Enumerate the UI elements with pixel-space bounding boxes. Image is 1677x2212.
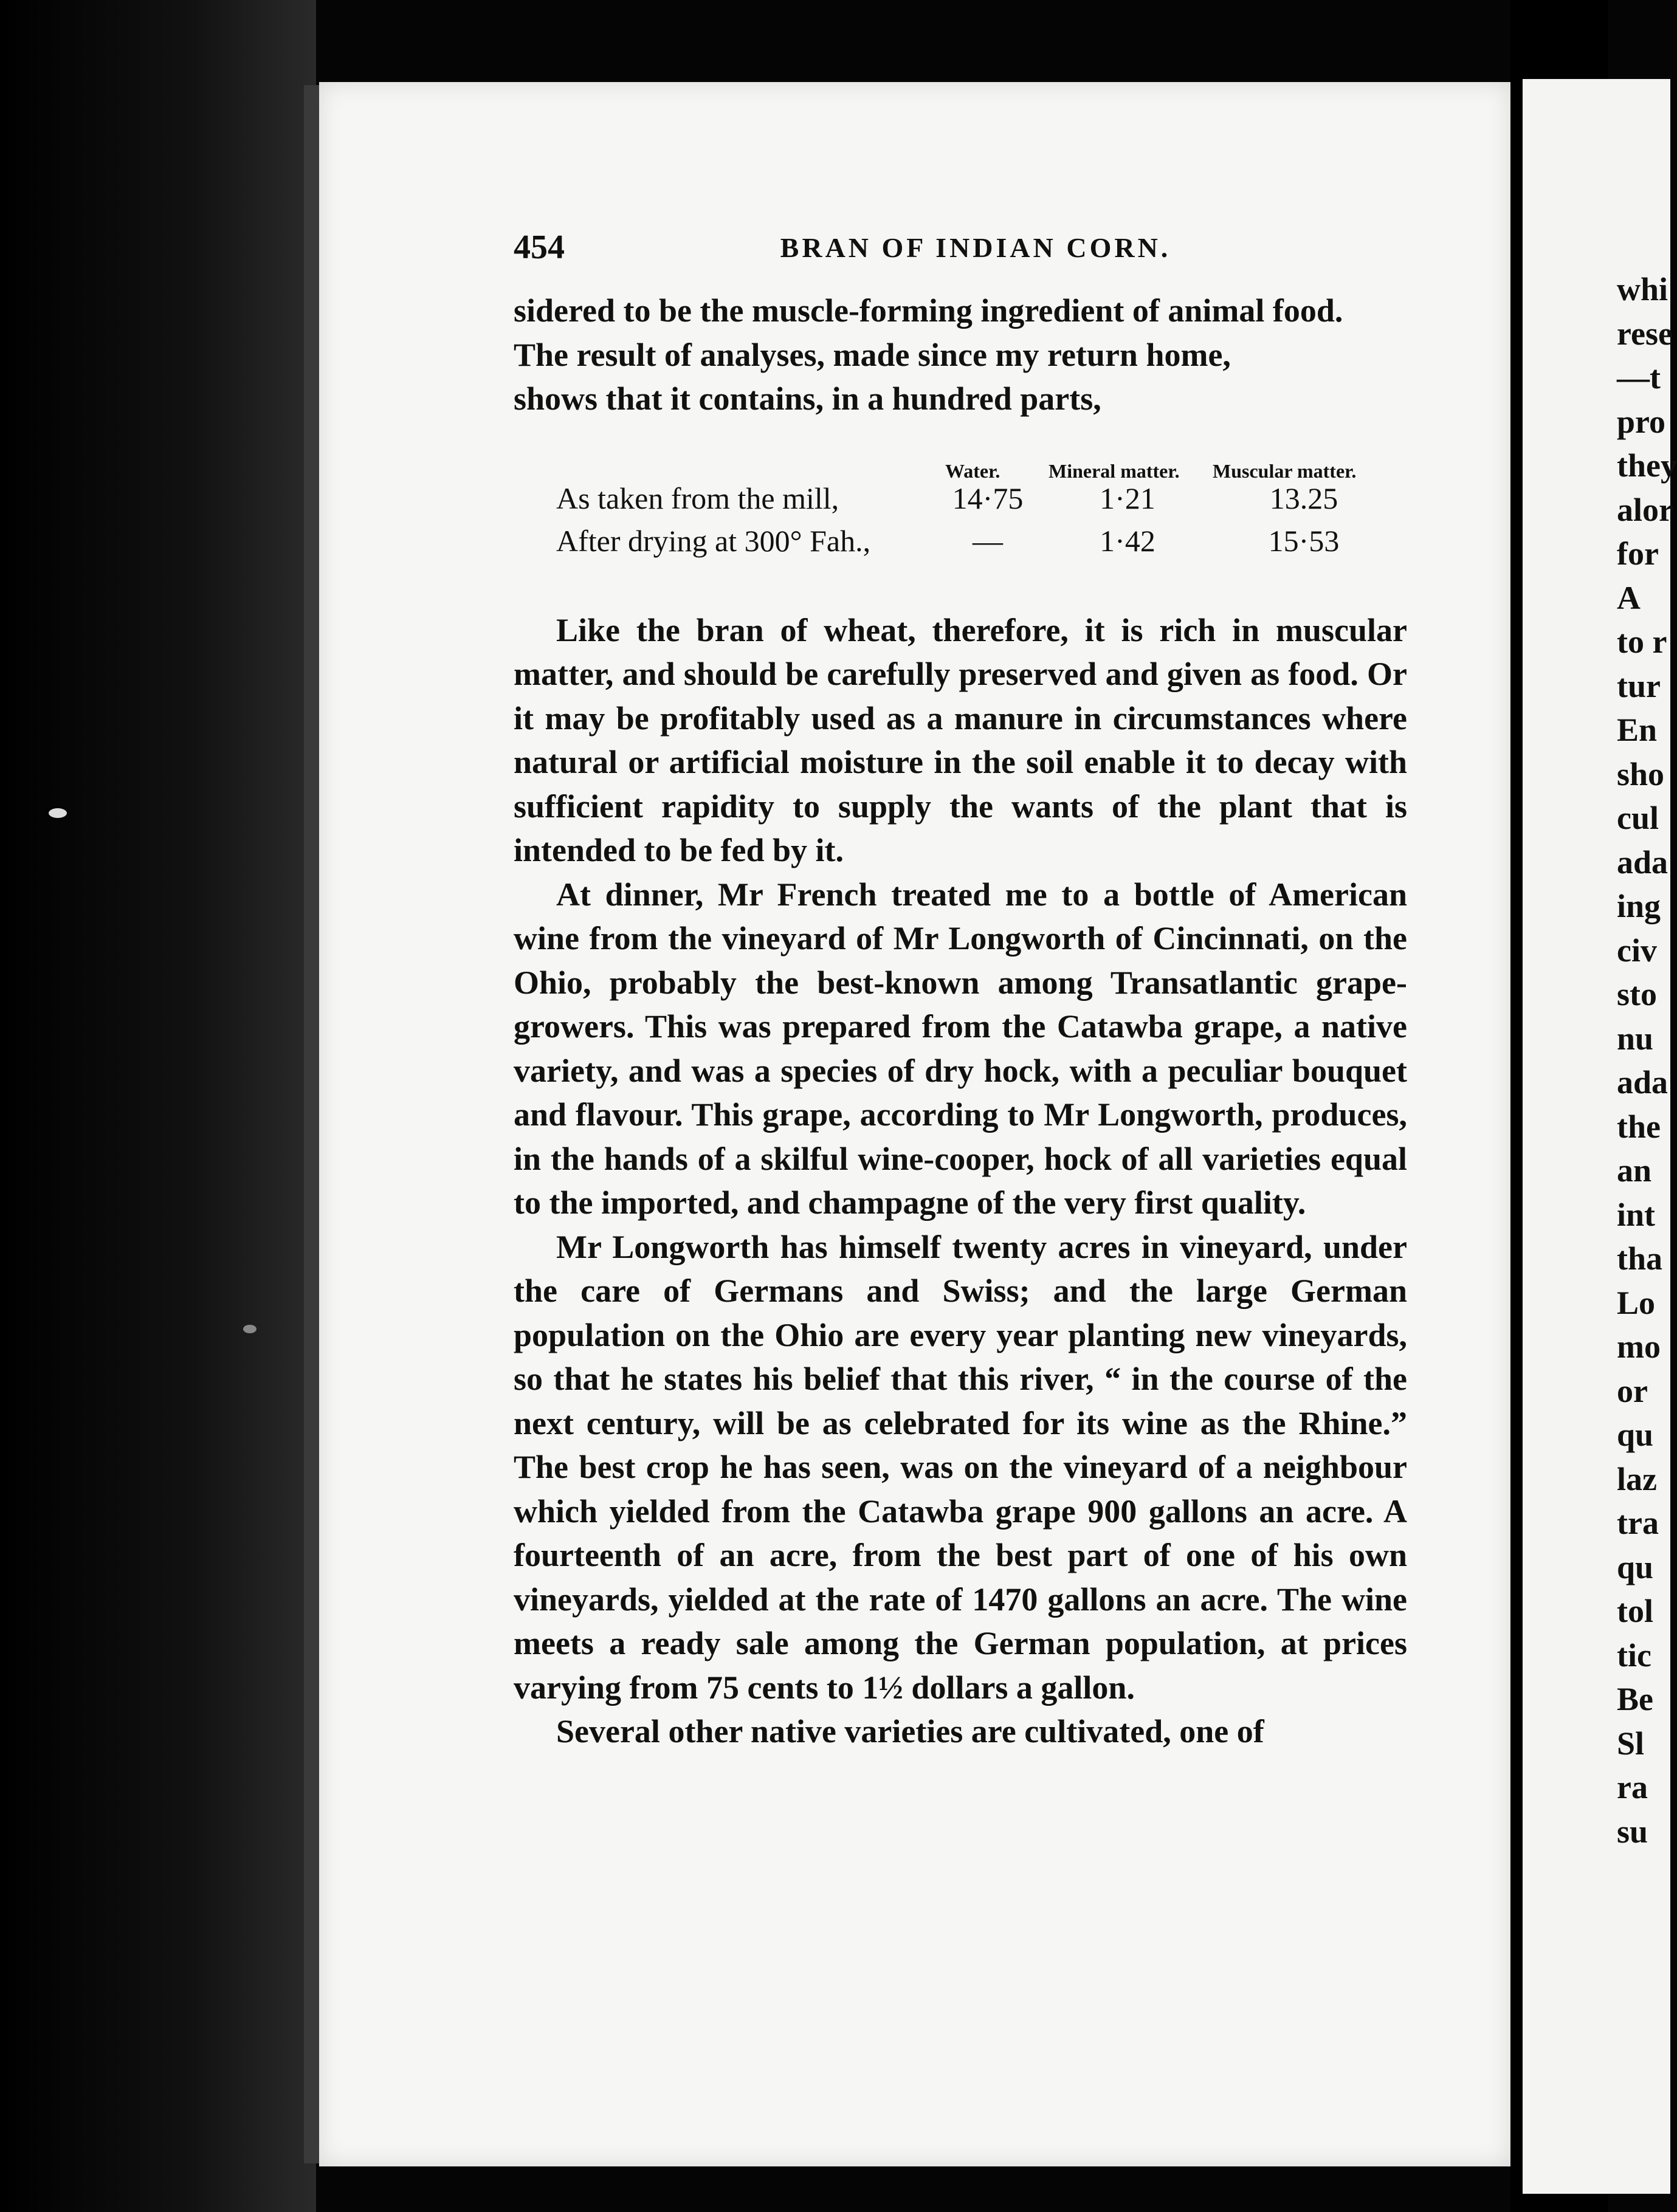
intro-line: sidered to be the muscle-forming ingredient of animal food. [514, 292, 1343, 329]
facing-page-line: qu [1617, 1548, 1654, 1585]
facing-page-line: pro [1617, 403, 1666, 440]
intro-line: The result of analyses, made since my return home, [514, 336, 1231, 373]
paragraph: At dinner, Mr French treated me to a bottle of American wine from the vineyard of Mr Longworth of Cincinnati, on the Ohio, probably the best-known among Transatlantic grape-growers. This was prepared from the Catawba grape, a native variety, and was a species of dry hock, with a peculiar bouquet and flavour. This grape, according to Mr Longworth, produces, in the hands of a skilful wine-cooper, hock of all varieties equal to the imported, and champagne of the very first quality. [514, 876, 1407, 1221]
facing-page-line: su [1617, 1813, 1648, 1850]
facing-page-line: qu [1617, 1417, 1654, 1453]
facing-page-line: they [1617, 447, 1677, 484]
facing-page-line: tur [1617, 667, 1661, 704]
facing-page-line: for [1617, 535, 1659, 572]
facing-page-line: ra [1617, 1769, 1648, 1805]
table-cell: 13.25 [1269, 481, 1338, 515]
facing-page-line: tic [1617, 1637, 1651, 1674]
facing-page-line: —t [1617, 359, 1661, 396]
facing-page-line: rese [1617, 315, 1673, 352]
running-title: BRAN OF INDIAN CORN. [780, 232, 1171, 263]
table-cell: 15·53 [1268, 523, 1340, 558]
facing-page-line: sho [1617, 755, 1665, 792]
facing-page-line: tha [1617, 1240, 1663, 1277]
column-header-water: Water. [945, 459, 1000, 482]
scan-left-margin [0, 0, 316, 2212]
facing-page-line: ada [1617, 1064, 1668, 1101]
analysis-table [514, 449, 1407, 565]
facing-page-line: an [1617, 1152, 1652, 1189]
facing-page-line: whi [1617, 271, 1668, 307]
column-header-muscular: Muscular matter. [1213, 459, 1357, 482]
facing-page-line: mo [1617, 1328, 1661, 1365]
table-cell: — [973, 523, 1003, 558]
column-header-mineral: Mineral matter. [1049, 459, 1180, 482]
facing-page-line: Be [1617, 1681, 1653, 1717]
table-cell: 1·21 [1100, 481, 1155, 515]
facing-page-line: tra [1617, 1505, 1659, 1541]
facing-page-line: ada [1617, 843, 1668, 881]
paragraph: Mr Longworth has himself twenty acres in vineyard, under the care of Germans and Swiss; and the large German population on the Ohio are every year planting new vineyards, so that he states his belief that this river, “ in the course of the next century, will be as celebrated for its wine as the Rhine.” The best crop he has seen, was on the vineyard of a neighbour which yielded from the Catawba grape 900 gallons an acre. A fourteenth of an acre, from the best part of one of his own vineyards, yielded at the rate of 1470 gallons an acre. The wine meets a ready sale among the German population, at prices varying from 75 cents to 1½ dollars a gallon. [514, 1228, 1407, 1706]
facing-page-line: sto [1617, 976, 1657, 1012]
facing-page-line: cul [1617, 800, 1659, 836]
paragraph: Like the bran of wheat, therefore, it is rich in muscular matter, and should be carefully preserved and given as food. Or it may be profitably used as a manure in circumstances where natural or artificial moisture in the soil enable it to decay with sufficient rapidity to supply the wants of the plant that is intended to be fed by it. [514, 611, 1407, 868]
facing-page-line: Lo [1617, 1284, 1656, 1321]
facing-page-line: A [1617, 579, 1641, 616]
facing-page-line: En [1617, 712, 1658, 748]
table-cell: 14·75 [952, 481, 1024, 515]
facing-page-line: tol [1617, 1593, 1653, 1629]
table-cell: 1·42 [1100, 523, 1155, 558]
facing-page-line: or [1617, 1372, 1648, 1409]
page-number: 454 [514, 228, 565, 266]
facing-page-line: ing [1617, 888, 1661, 924]
facing-page-line: Sl [1617, 1725, 1645, 1762]
page-header [514, 228, 1438, 283]
facing-page-line: alor [1617, 491, 1673, 528]
page-body [514, 289, 1407, 1754]
table-row-label: After drying at 300° Fah., [556, 523, 871, 558]
paragraph: Several other native varieties are cultivated, one of [556, 1713, 1264, 1750]
book-page [319, 82, 1510, 2166]
scan-speck [243, 1325, 257, 1333]
facing-page-text [1617, 267, 1677, 1853]
table-row-label: As taken from the mill, [556, 481, 839, 515]
facing-page-line: civ [1617, 932, 1657, 969]
facing-page-line: nu [1617, 1020, 1654, 1057]
facing-page-line: to r [1617, 623, 1667, 660]
facing-page-line: int [1617, 1196, 1656, 1233]
intro-line: shows that it contains, in a hundred parts, [514, 380, 1101, 417]
facing-page-line: the [1617, 1108, 1661, 1145]
facing-page-line: laz [1617, 1460, 1657, 1497]
scan-speck [49, 808, 67, 818]
